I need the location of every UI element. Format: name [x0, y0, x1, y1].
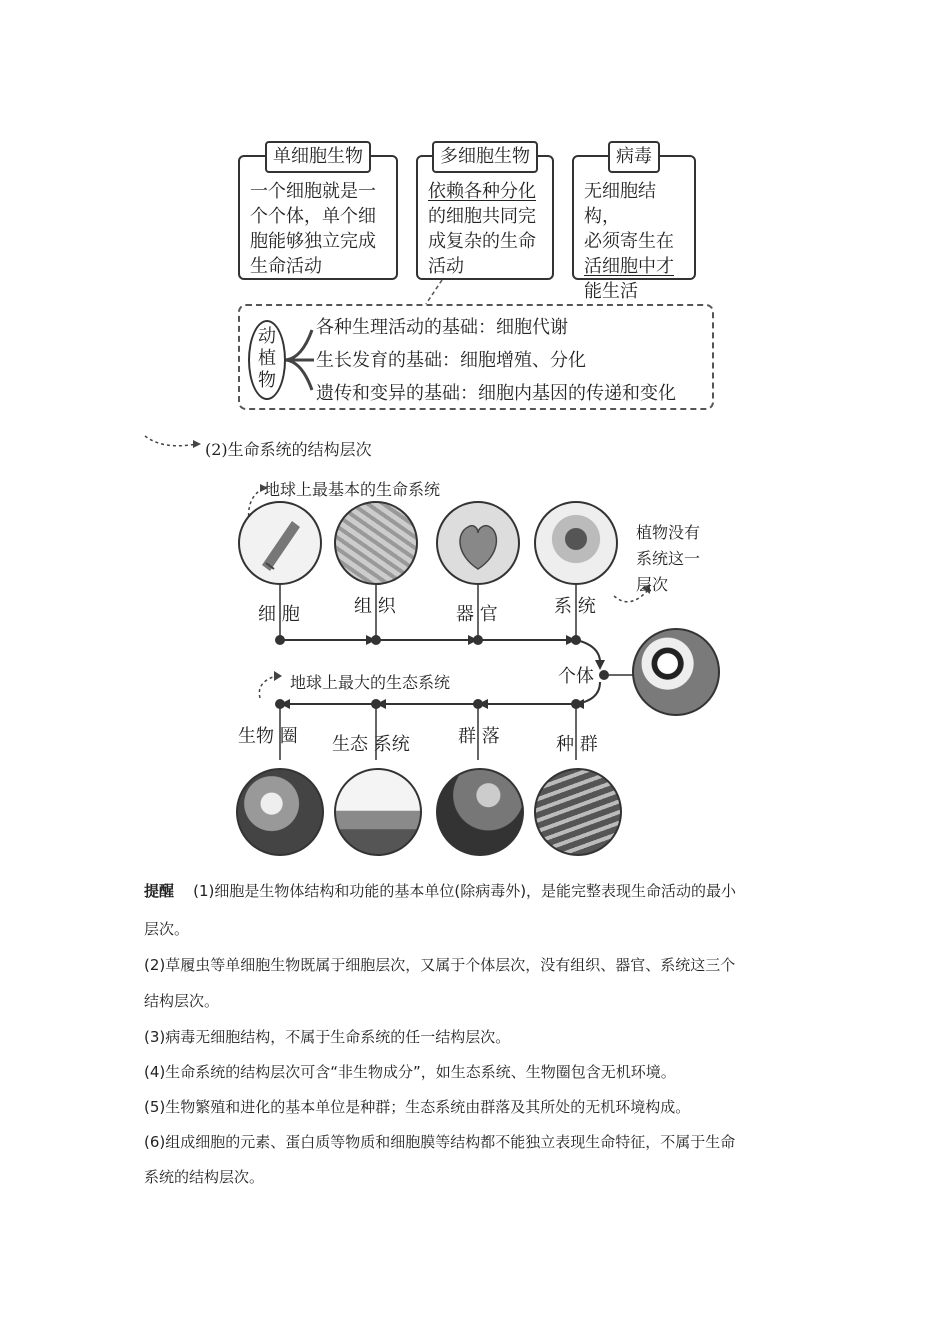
- box-line: 生命活动: [250, 256, 322, 277]
- box-text: [584, 179, 688, 304]
- box-line: 能生活: [584, 281, 638, 302]
- level-tissue: 组 织: [354, 596, 396, 617]
- population-image: [534, 768, 622, 856]
- level-individual: 个体: [558, 666, 594, 687]
- box-line: 个个体，单个细: [250, 206, 376, 227]
- box-line: 成复杂的生命: [428, 231, 536, 252]
- community-image: [436, 768, 524, 856]
- box-line: 无细胞结构，: [584, 181, 656, 227]
- tissue-image: [334, 501, 418, 585]
- tip-line: 结构层次。: [144, 992, 220, 1010]
- oval-char: 动: [258, 326, 276, 347]
- box-text: [250, 179, 390, 279]
- note-plant-no-system: [636, 520, 700, 598]
- ecosystem-image: [334, 768, 422, 856]
- box-line: 必须寄生在: [584, 231, 674, 252]
- level-system: 系 统: [554, 596, 596, 617]
- note-line: 植物没有: [636, 523, 701, 542]
- oval-char: 物: [258, 370, 276, 391]
- box-title: 病毒: [608, 141, 660, 173]
- system-image: [534, 501, 618, 585]
- box-line: 胞能够独立完成: [250, 231, 376, 252]
- box-line: 活细胞中才: [584, 256, 674, 277]
- mind-line: 各种生理活动的基础：细胞代谢: [316, 317, 568, 338]
- tip-line: (3)病毒无细胞结构，不属于生命系统的任一结构层次。: [144, 1028, 511, 1046]
- brace-icon: [284, 318, 318, 402]
- biosphere-image: [236, 768, 324, 856]
- level-ecosystem: 生态 系统: [332, 734, 410, 755]
- tip-line: 层次。: [144, 920, 190, 938]
- box-title: 多细胞生物: [432, 141, 538, 173]
- tip-line-1: [144, 880, 736, 901]
- tip-line: (2)草履虫等单细胞生物既属于细胞层次，又属于个体层次，没有组织、器官、系统这三个: [144, 956, 736, 974]
- tip-line: (5)生物繁殖和进化的基本单位是种群；生态系统由群落及其所处的无机环境构成。: [144, 1098, 691, 1116]
- cell-image: [238, 501, 322, 585]
- mind-line: 生长发育的基础：细胞增殖、分化: [316, 350, 586, 371]
- note-line: 系统这一: [636, 549, 701, 568]
- box-unicellular: [238, 146, 398, 280]
- box-line: 一个细胞就是一: [250, 181, 376, 202]
- box-virus: [572, 146, 696, 302]
- panda-image: [632, 628, 720, 716]
- animal-plant-oval: [248, 320, 286, 400]
- tip-text: (1)细胞是生物体结构和功能的基本单位(除病毒外)，是能完整表现生命活动的最小: [193, 882, 737, 900]
- level-cell: 细 胞: [258, 604, 300, 625]
- section-heading: (2)生命系统的结构层次: [205, 440, 372, 459]
- level-organ: 器 官: [456, 604, 498, 625]
- dashed-arrow-icon: [143, 432, 207, 454]
- level-biosphere: 生物 圈: [238, 726, 298, 747]
- level-community: 群 落: [458, 726, 500, 747]
- tip-label: 提醒: [144, 882, 175, 900]
- tip-line: (4)生命系统的结构层次可含“非生物成分”，如生态系统、生物圈包含无机环境。: [144, 1063, 676, 1081]
- note-line: 层次: [636, 575, 669, 594]
- mind-line: 遗传和变异的基础：细胞内基因的传递和变化: [316, 383, 676, 404]
- box-title: 单细胞生物: [265, 141, 371, 173]
- box-text: [428, 179, 546, 279]
- box-multicellular: [416, 146, 554, 280]
- box-line: 活动: [428, 256, 464, 277]
- note-basic-system: 地球上最基本的生命系统: [264, 480, 441, 499]
- oval-char: 植: [258, 348, 276, 369]
- note-largest-ecosystem: 地球上最大的生态系统: [290, 673, 451, 692]
- box-line: 的细胞共同完: [428, 206, 536, 227]
- organ-image: [436, 501, 520, 585]
- tip-line: (6)组成细胞的元素、蛋白质等物质和细胞膜等结构都不能独立表现生命特征，不属于生命: [144, 1133, 736, 1151]
- level-population: 种 群: [556, 734, 598, 755]
- box-line: 依赖各种分化: [428, 181, 536, 202]
- tip-line: 系统的结构层次。: [144, 1168, 265, 1186]
